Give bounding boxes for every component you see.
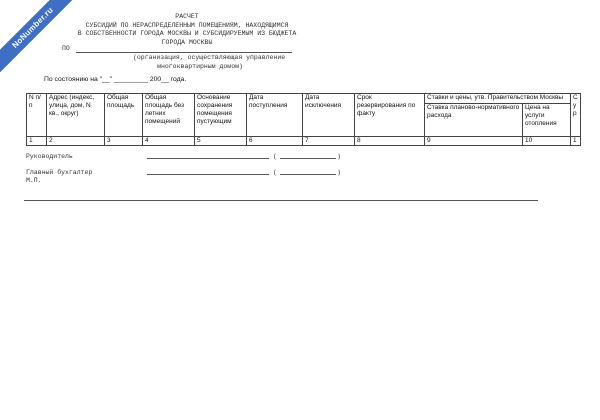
header-cell-area-no-summer: Общая площадь без летних помещений [143, 94, 195, 137]
head-paren-close: ) [337, 153, 341, 160]
accountant-paren-close: ) [337, 169, 341, 176]
header-cell-address: Адрес (индекс, улица, дом, N кв., округ) [47, 94, 105, 137]
column-number-cell: 5 [195, 137, 247, 146]
accountant-label: Главный бухгалтер [26, 169, 93, 176]
header-cell-total-area: Общая площадь [105, 94, 143, 137]
column-number-cell: 1 [27, 137, 47, 146]
header-cell-receipt-date: Дата поступления [247, 94, 303, 137]
column-number-cell: 1 [571, 137, 581, 146]
column-number-cell: 9 [425, 137, 523, 146]
header-cell-vacancy-basis: Основание сохранения помещения пустующим [195, 94, 247, 137]
header-cell-truncated: С у р [571, 94, 581, 137]
head-label: Руководитель [26, 153, 73, 160]
accountant-name-line [280, 174, 336, 175]
header-cell-heating-price: Цена на услуги отопления [523, 104, 571, 137]
header-cell-exclusion-date: Дата исключения [303, 94, 355, 137]
accountant-signature-line [147, 174, 269, 175]
header-cell-norm-rate: Ставка планово-нормативного расхода [425, 104, 523, 137]
organization-line [76, 52, 292, 53]
header-cell-number: N п/п [27, 94, 47, 137]
seal-label: М.П. [26, 177, 42, 184]
header-cell-reservation-term: Срок резервирования по факту [355, 94, 425, 137]
column-number-cell: 8 [355, 137, 425, 146]
subsidy-table [26, 93, 581, 146]
column-number-cell: 6 [247, 137, 303, 146]
column-number-cell: 2 [47, 137, 105, 146]
column-number-cell: 10 [523, 137, 571, 146]
head-paren-open: ( [273, 153, 277, 160]
header-cell-rates-group: Ставки и цены, утв. Правительством Москвы [425, 94, 571, 104]
head-name-line [280, 158, 336, 159]
bottom-divider [24, 200, 538, 201]
watermark-ribbon: NoNumber.ru [0, 0, 85, 80]
as-of-date-line: По состоянию на "__" _________ 200__ года. [44, 76, 187, 83]
po-label: ПО [62, 45, 70, 52]
document-title: РАСЧЕТ СУБСИДИЙ ПО НЕРАСПРЕДЕЛЕННЫМ ПОМЕЩЕНИЯМ, НАХОДЯЩИМСЯ В СОБСТВЕННОСТИ ГОРОДА МОСКВЫ И СУБСИДИРУЕМЫМ ИЗ БЮДЖЕТА ГОРОДА МОСКВЫ [77, 13, 297, 46]
head-signature-line [147, 158, 269, 159]
column-number-cell: 7 [303, 137, 355, 146]
column-number-cell: 3 [105, 137, 143, 146]
organization-note: (организация, осуществляющая управление многоквартирным домом) [133, 54, 286, 70]
accountant-paren-open: ( [273, 169, 277, 176]
column-number-cell: 4 [143, 137, 195, 146]
